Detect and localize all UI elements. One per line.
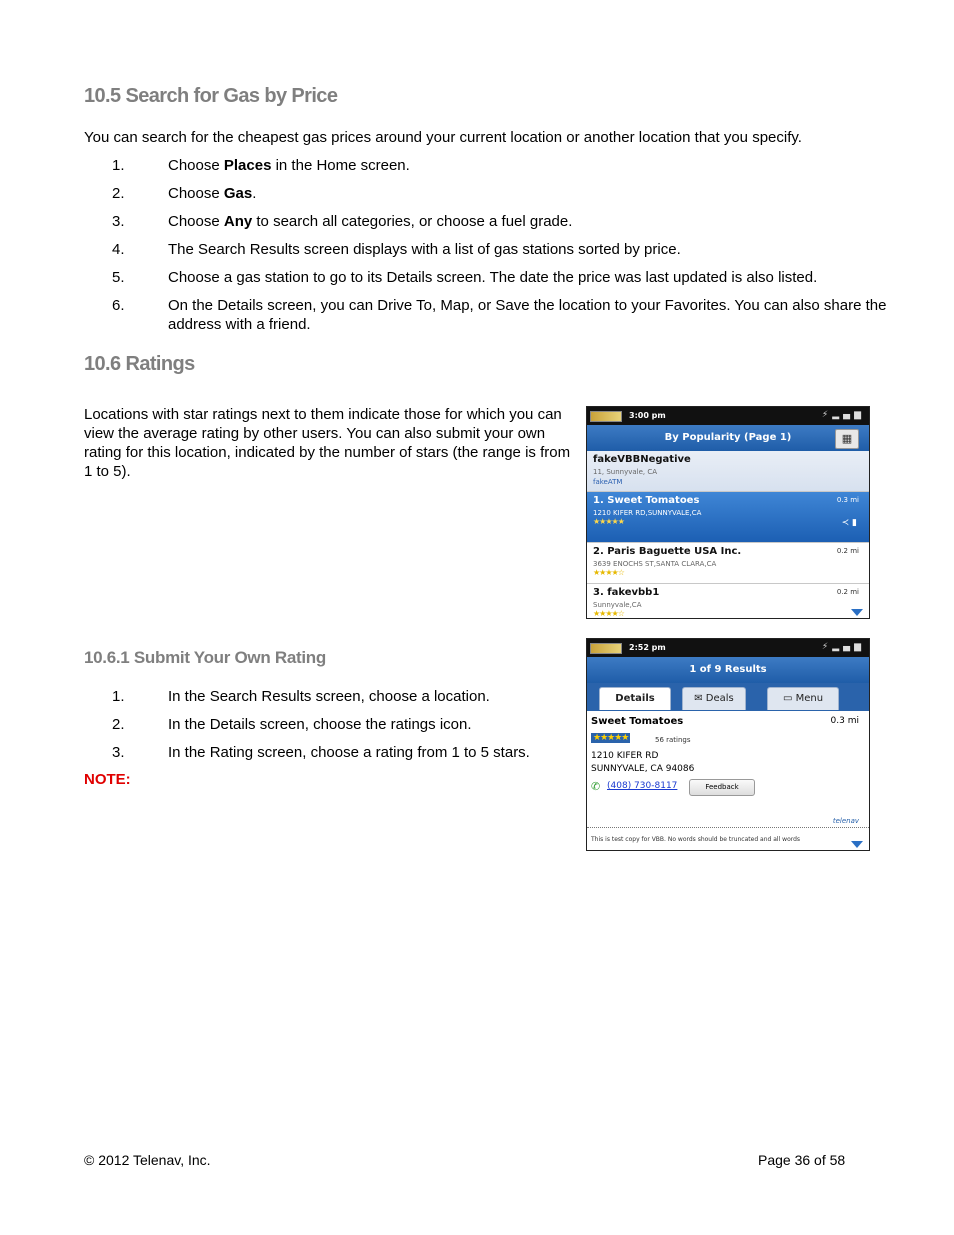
deals-icon: ✉	[694, 693, 706, 704]
list-item[interactable]: fakeVBBNegative 11, Sunnyvale, CA fakeATM	[587, 451, 869, 492]
status-bar: 2:52 pm ⚡▂▄▆	[587, 639, 869, 657]
share-icon[interactable]: ≺ ▮	[841, 518, 857, 528]
section-heading-10-6: 10.6 Ratings	[84, 353, 195, 375]
place-name: Sweet Tomatoes	[591, 716, 684, 727]
ratings-icon[interactable]: ★★★★★	[593, 733, 629, 743]
section-heading-10-5: 10.5 Search for Gas by Price	[84, 85, 338, 107]
signal-icon: ⚡▂▄▆	[821, 410, 865, 420]
divider	[587, 827, 869, 828]
rating-stars: ★★★★☆	[593, 609, 624, 618]
list-item: 5. Choose a gas station to go to its Details screen. The date the price was last updated is also listed.	[112, 269, 818, 286]
tab-bar	[587, 683, 869, 711]
list-item: 6. On the Details screen, you can Drive To, Map, or Save the location to your Favorites. You can also share the address with a friend.	[112, 297, 887, 333]
list-item[interactable]: 2. Paris Baguette USA Inc. 3639 ENOCHS ST,SANTA CLARA,CA ★★★★☆ 0.2 mi	[587, 543, 869, 584]
list-item: 2. In the Details screen, choose the ratings icon.	[112, 716, 472, 733]
rating-stars: ★★★★★	[593, 517, 624, 526]
scroll-down-icon[interactable]	[851, 609, 863, 616]
feedback-button[interactable]: Feedback	[689, 779, 755, 796]
address-line2: SUNNYVALE, CA 94086	[591, 764, 695, 774]
details-screenshot	[586, 638, 870, 851]
list-item: 1. Choose Places in the Home screen.	[112, 157, 410, 174]
list-item[interactable]: 1. Sweet Tomatoes 1210 KIFER RD,SUNNYVALE,CA ★★★★★ 0.3 mi ≺ ▮	[587, 492, 869, 543]
status-bar: 3:00 pm ⚡▂▄▆	[587, 407, 869, 425]
list-item[interactable]: 3. fakevbb1 Sunnyvale,CA ★★★★☆ 0.2 mi	[593, 587, 859, 618]
list-item: 1. In the Search Results screen, choose a location.	[112, 688, 490, 705]
phone-link[interactable]: (408) 730-8117	[607, 781, 678, 791]
search-results-screenshot	[586, 406, 870, 619]
tab-details[interactable]: Details	[599, 687, 671, 710]
tab-menu[interactable]: ▭ Menu	[767, 687, 839, 710]
rating-stars: ★★★★☆	[593, 568, 624, 577]
screen-title: 1 of 9 Results	[587, 657, 869, 683]
list-item: 2. Choose Gas.	[112, 185, 257, 202]
intro-paragraph: You can search for the cheapest gas prices around your current location or another location that you specify.	[84, 129, 802, 146]
screen-title: By Popularity (Page 1) ▦	[587, 425, 869, 451]
test-copy: This is test copy for VBB. No words should be truncated and all words	[591, 836, 801, 843]
tab-deals[interactable]: ✉ Deals	[682, 687, 746, 710]
list-item: 4. The Search Results screen displays with a list of gas stations sorted by price.	[112, 241, 681, 258]
phone-icon[interactable]: ✆	[591, 780, 601, 793]
footer-page-number: Page 36 of 58	[758, 1152, 846, 1168]
scroll-down-icon[interactable]	[851, 841, 863, 848]
footer-copyright: © 2012 Telenav, Inc.	[84, 1152, 211, 1168]
distance: 0.3 mi	[830, 716, 859, 726]
ratings-paragraph: Locations with star ratings next to them indicate those for which you can view the average rating by other users. You can also submit your own rating for this location, indicated by the number of stars (the range is from 1 to 5).	[84, 406, 571, 480]
battery-icon	[590, 411, 622, 422]
map-icon[interactable]: ▦	[835, 429, 859, 449]
signal-icon: ⚡▂▄▆	[821, 642, 865, 652]
list-item: 3. In the Rating screen, choose a rating from 1 to 5 stars.	[112, 744, 530, 761]
address-line1: 1210 KIFER RD	[591, 751, 659, 761]
note-label: NOTE:	[84, 771, 131, 788]
battery-icon	[590, 643, 622, 654]
menu-icon: ▭	[782, 693, 796, 704]
list-item: 3. Choose Any to search all categories, or choose a fuel grade.	[112, 213, 573, 230]
ratings-count: 56 ratings	[655, 736, 691, 744]
section-heading-10-6-1: 10.6.1 Submit Your Own Rating	[84, 648, 326, 667]
telenav-logo: telenav	[832, 817, 859, 825]
